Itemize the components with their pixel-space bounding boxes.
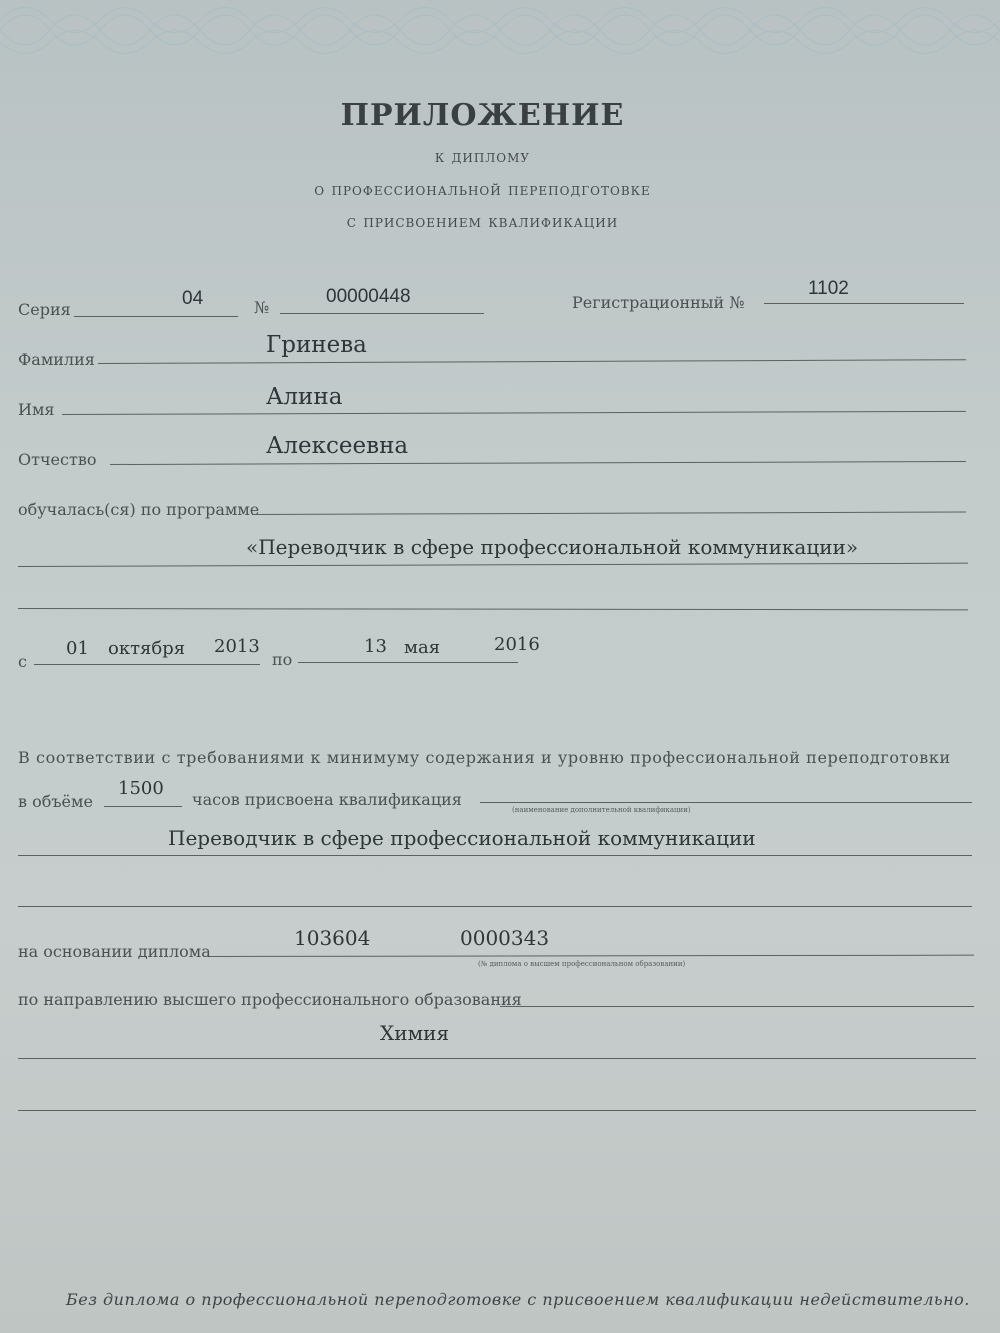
period-from-day: 01 — [66, 638, 89, 659]
name-line — [62, 411, 966, 415]
hours-line — [104, 806, 182, 807]
subtitle-line-2: о профессиональной переподготовке — [314, 180, 651, 200]
program-label: обучалась(ся) по программе — [18, 500, 260, 519]
basis-diploma-number: 0000343 — [460, 926, 550, 950]
program-line-3 — [18, 608, 968, 610]
surname-line — [98, 359, 966, 364]
hours-label: часов присвоена квалификация — [192, 790, 462, 809]
registration-line — [764, 303, 964, 304]
series-label: Серия — [18, 300, 71, 319]
period-to-line — [298, 662, 518, 663]
surname-value: Гринева — [266, 332, 367, 358]
patronymic-value: Алексеевна — [266, 433, 409, 459]
qualification-statement: В соответствии с требованиями к минимуму содержания и уровню профессиональной переподготовки — [18, 748, 951, 767]
qualification-line-2 — [18, 855, 972, 856]
registration-label: Регистрационный № — [572, 293, 745, 312]
period-to-label: по — [272, 650, 293, 669]
period-to-day: 13 — [364, 636, 387, 657]
name-label: Имя — [18, 400, 55, 419]
name-value: Алина — [266, 384, 343, 410]
number-value: 00000448 — [326, 286, 411, 307]
number-line — [280, 313, 484, 314]
guilloche-border — [0, 0, 1000, 60]
registration-value: 1102 — [808, 278, 849, 299]
period-to-month: мая — [404, 637, 441, 658]
series-line — [74, 316, 238, 317]
footer-note: Без диплома о профессиональной переподготовке с присвоением квалификации недействительно. — [66, 1290, 970, 1309]
basis-line — [210, 955, 974, 957]
hours-value: 1500 — [118, 778, 164, 799]
qualification-value: Переводчик в сфере профессиональной коммуникации — [168, 826, 756, 850]
basis-label: на основании диплома — [18, 942, 211, 961]
subtitle-line-1: к диплому — [434, 147, 531, 167]
surname-label: Фамилия — [18, 350, 95, 369]
period-from-year: 2013 — [214, 636, 260, 657]
period-from-label: с — [18, 652, 27, 671]
subtitle-line-3: с присвоением квалификации — [346, 212, 619, 232]
direction-line-2 — [18, 1058, 976, 1059]
period-from-month: октября — [108, 638, 186, 659]
program-line-1 — [252, 512, 966, 515]
patronymic-label: Отчество — [18, 450, 97, 469]
document-title: ПРИЛОЖЕНИЕ — [340, 98, 625, 133]
direction-line-1 — [500, 1006, 974, 1007]
qualification-line-3 — [18, 906, 972, 907]
direction-line-3 — [18, 1110, 976, 1111]
period-from-line — [34, 664, 260, 665]
basis-note: (№ диплома о высшем профессиональном образовании) — [478, 960, 686, 968]
direction-label: по направлению высшего профессионального образования — [18, 990, 522, 1009]
volume-label: в объёме — [18, 792, 93, 811]
direction-value: Химия — [380, 1021, 450, 1045]
qualification-note: (наименование дополнительной квалификации) — [512, 806, 691, 814]
program-value: «Переводчик в сфере профессиональной коммуникации» — [246, 535, 859, 559]
patronymic-line — [110, 461, 966, 465]
series-value: 04 — [182, 288, 204, 309]
qualification-line-1 — [480, 802, 972, 803]
number-label: № — [254, 298, 270, 317]
basis-diploma-series: 103604 — [294, 926, 371, 950]
program-line-2 — [18, 563, 968, 567]
period-to-year: 2016 — [494, 634, 540, 655]
